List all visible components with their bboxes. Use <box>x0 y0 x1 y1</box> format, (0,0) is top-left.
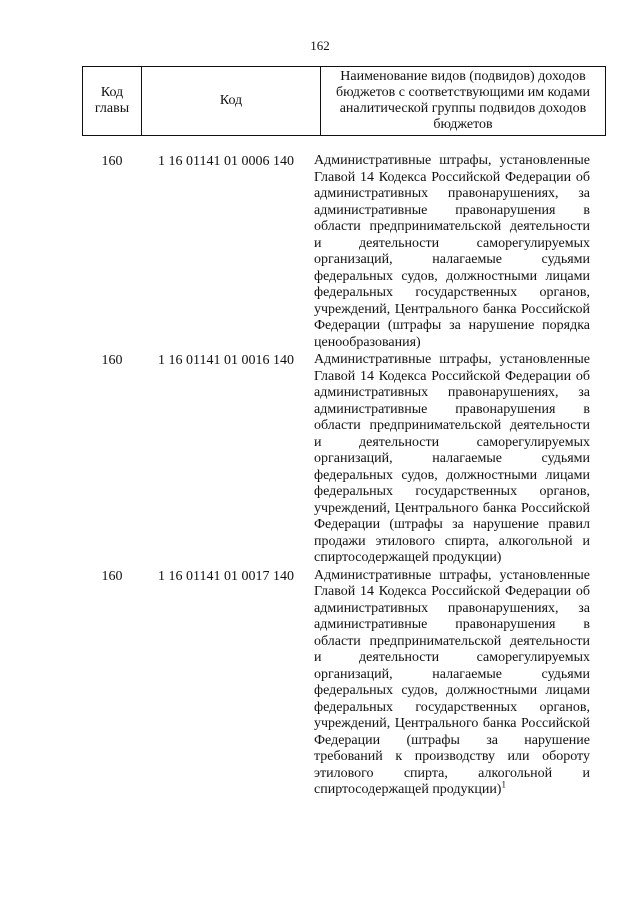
revenue-name-text: Административные штрафы, установленные Главой 14 Кодекса Российской Федерации об административных правонарушениях, за административные правонарушения в области предпринимательской деятельности и деятельности саморегулируемых организаций, налагаемые судьями федеральных судов, должностными лицами федеральных государственных органов, учреждений, Центрального банка Российской Федерации (штрафы за нарушение требований к производству или обороту этилового спирта, алкогольной и спиртосодержащей продукции) <box>314 567 590 797</box>
revenue-name <box>314 153 590 351</box>
revenue-code: 1 16 01141 01 0017 140 <box>158 568 294 584</box>
revenue-code: 1 16 01141 01 0006 140 <box>158 154 294 169</box>
table-row <box>82 568 606 799</box>
chapter-code: 160 <box>101 154 123 169</box>
table-row <box>82 352 606 567</box>
revenue-name-text: Административные штрафы, установленные Главой 14 Кодекса Российской Федерации об административных правонарушениях, за административные правонарушения в области предпринимательской деятельности и деятельности саморегулируемых организаций, налагаемые судьями федеральных судов, должностными лицами федеральных государственных органов, учреждений, Центрального банка Российской Федерации (штрафы за нарушение порядка ценообразования) <box>314 153 590 350</box>
chapter-code: 160 <box>101 568 123 584</box>
header-code: Код <box>142 67 321 136</box>
revenue-name <box>314 352 590 567</box>
page-number: 162 <box>310 38 330 53</box>
revenue-name-text: Административные штрафы, установленные Главой 14 Кодекса Российской Федерации об административных правонарушениях, за административные правонарушения в области предпринимательской деятельности и деятельности саморегулируемых организаций, налагаемые судьями федеральных судов, должностными лицами федеральных государственных органов, учреждений, Центрального банка Российской Федерации (штрафы за нарушение правил продажи этилового спирта, алкогольной и спиртосодержащей продукции) <box>314 352 590 565</box>
chapter-code: 160 <box>101 353 123 368</box>
revenue-name <box>314 568 590 799</box>
table-row <box>82 153 606 351</box>
header-chapter-code: Код главы <box>83 67 142 136</box>
table-header <box>82 66 606 136</box>
footnote-mark: 1 <box>501 779 506 790</box>
revenue-code: 1 16 01141 01 0016 140 <box>158 353 294 368</box>
table-body <box>82 153 606 800</box>
header-revenue-name: Наименование видов (подвидов) доходов бюджетов с соответствующими им кодами аналитической группы подвидов доходов бюджетов <box>321 67 606 136</box>
